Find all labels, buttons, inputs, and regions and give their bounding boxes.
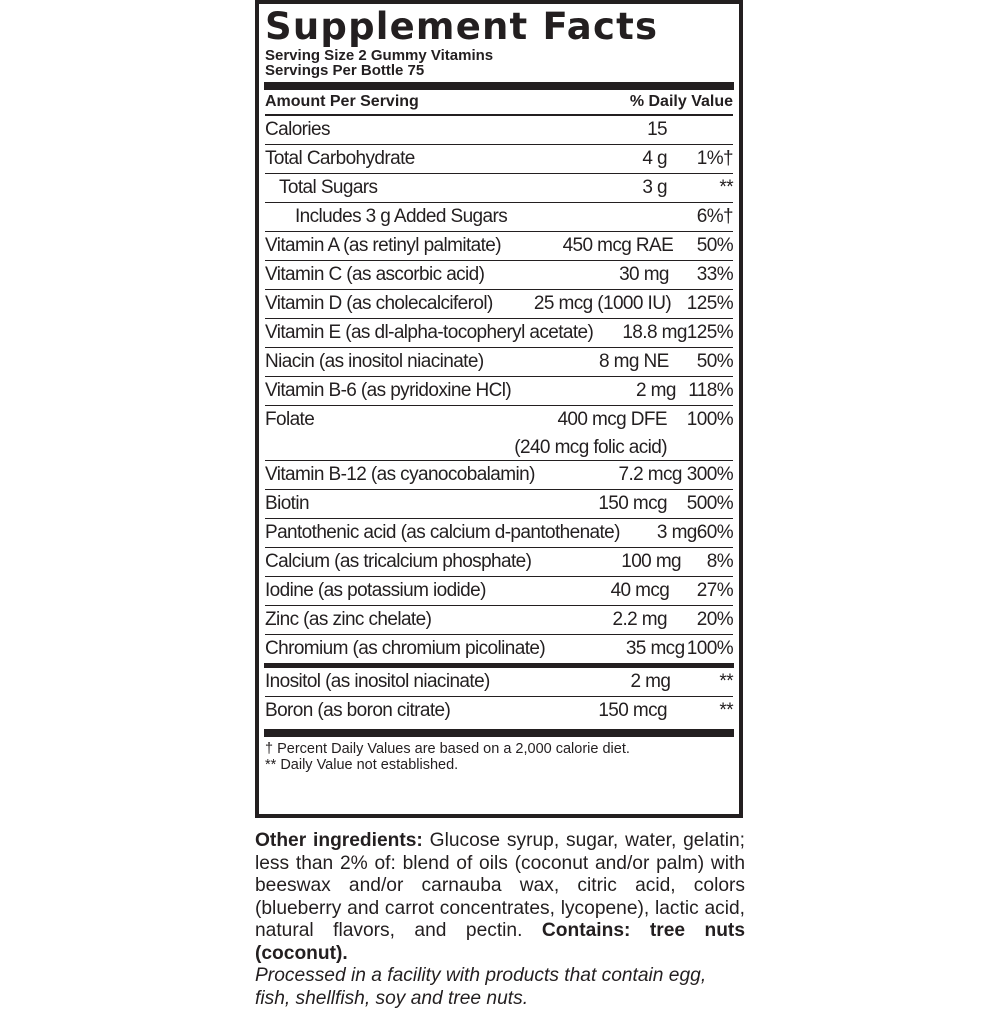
amount-per-serving-header: Amount Per Serving bbox=[265, 93, 419, 110]
nutrient-row bbox=[265, 577, 733, 606]
nutrient-amount: 35 mcg bbox=[625, 638, 685, 659]
nutrient-name: Folate bbox=[265, 409, 315, 430]
nutrient-amount: 3 g bbox=[642, 177, 667, 198]
nutrient-amount: 4 g bbox=[642, 148, 667, 169]
nutrient-row bbox=[265, 519, 733, 548]
nutrient-row bbox=[265, 116, 733, 145]
nutrient-dv: 60% bbox=[696, 522, 733, 543]
nutrient-row bbox=[265, 348, 733, 377]
nutrient-dv: 8% bbox=[706, 551, 733, 572]
nutrient-name: Total Carbohydrate bbox=[265, 148, 415, 169]
nutrient-amount: 150 mcg bbox=[598, 700, 667, 721]
facility-statement: Processed in a facility with products that contain egg, fish, shellfish, soy and tree nuts. bbox=[255, 965, 707, 1009]
supplement-facts-panel bbox=[255, 0, 743, 818]
nutrient-row bbox=[265, 668, 733, 697]
nutrient-row bbox=[265, 635, 733, 663]
nutrient-name: Chromium (as chromium picolinate) bbox=[265, 638, 546, 659]
nutrient-dv: 1%† bbox=[696, 148, 733, 169]
nutrient-name: Boron (as boron citrate) bbox=[265, 700, 451, 721]
nutrient-amount: 2.2 mg bbox=[612, 609, 667, 630]
nutrient-dv: 300% bbox=[686, 464, 733, 485]
ingredients-label: Other ingredients: bbox=[255, 830, 423, 851]
nutrient-row bbox=[265, 377, 733, 406]
nutrient-dv: 27% bbox=[696, 580, 733, 601]
nutrient-row bbox=[265, 406, 733, 461]
nutrient-amount: 40 mcg bbox=[610, 580, 670, 601]
nutrient-dv: ** bbox=[719, 700, 733, 721]
panel-title: Supplement Facts bbox=[265, 5, 659, 48]
nutrient-dv: ** bbox=[719, 671, 733, 692]
nutrient-row bbox=[265, 174, 733, 203]
ingredients-text: Glucose syrup, sugar, water, gelatin; less than 2% of: blend of oils (coconut and/or palm) with beeswax and/or carnauba wax, citric acid, colors (blueberry and carrot concentrates, lycopene), lactic acid, natural flavors, and pectin. bbox=[255, 830, 745, 941]
nutrient-amount-sub: (240 mcg folic acid) bbox=[514, 437, 667, 458]
thick-divider bbox=[264, 729, 734, 737]
nutrient-amount: 150 mcg bbox=[598, 493, 667, 514]
nutrient-dv: 100% bbox=[686, 409, 733, 430]
nutrient-dv: 20% bbox=[696, 609, 733, 630]
servings-per-bottle: Servings Per Bottle 75 bbox=[265, 62, 425, 79]
nutrient-amount: 100 mg bbox=[621, 551, 682, 572]
nutrient-row bbox=[265, 232, 733, 261]
nutrient-name: Vitamin A (as retinyl palmitate) bbox=[265, 235, 502, 256]
nutrient-name: Iodine (as potassium iodide) bbox=[265, 580, 486, 601]
daily-value-header: % Daily Value bbox=[629, 93, 733, 110]
nutrient-name: Calcium (as tricalcium phosphate) bbox=[265, 551, 532, 572]
nutrient-row bbox=[265, 319, 733, 348]
nutrient-row bbox=[265, 261, 733, 290]
nutrient-amount: 8 mg NE bbox=[598, 351, 669, 372]
allergen-contains: Contains: tree nuts (coconut). bbox=[255, 920, 745, 964]
nutrient-amount: 15 bbox=[647, 119, 667, 140]
ingredients-block bbox=[255, 830, 745, 1010]
nutrient-dv: 125% bbox=[686, 293, 733, 314]
nutrient-amount: 2 mg bbox=[635, 380, 676, 401]
other-nutrient-table bbox=[265, 668, 733, 725]
nutrient-name: Includes 3 g Added Sugars bbox=[295, 206, 508, 227]
nutrient-dv: 50% bbox=[696, 235, 733, 256]
nutrient-dv: ** bbox=[719, 177, 733, 198]
nutrient-row bbox=[265, 203, 733, 232]
nutrient-name: Vitamin C (as ascorbic acid) bbox=[265, 264, 485, 285]
nutrient-dv: 118% bbox=[688, 380, 733, 401]
footnote-not-established: ** Daily Value not established. bbox=[265, 757, 459, 773]
serving-size: Serving Size 2 Gummy Vitamins bbox=[265, 47, 494, 64]
nutrient-amount: 25 mcg (1000 IU) bbox=[533, 293, 672, 314]
nutrient-amount: 7.2 mcg bbox=[618, 464, 682, 485]
column-header bbox=[265, 90, 733, 116]
nutrient-row bbox=[265, 290, 733, 319]
nutrient-row bbox=[265, 606, 733, 635]
nutrient-row bbox=[265, 548, 733, 577]
nutrient-dv: 50% bbox=[696, 351, 733, 372]
nutrient-row bbox=[265, 461, 733, 490]
nutrient-row bbox=[265, 490, 733, 519]
nutrient-name: Pantothenic acid (as calcium d-pantothenate) bbox=[265, 522, 620, 543]
thick-divider bbox=[264, 82, 734, 90]
nutrient-dv: 500% bbox=[686, 493, 733, 514]
nutrient-amount: 30 mg bbox=[619, 264, 669, 285]
nutrient-amount: 18.8 mg bbox=[622, 322, 687, 343]
nutrient-amount: 2 mg bbox=[630, 671, 671, 692]
nutrient-amount-main: 400 mcg DFE bbox=[557, 409, 667, 430]
nutrient-table bbox=[265, 116, 733, 663]
nutrient-name: Niacin (as inositol niacinate) bbox=[265, 351, 484, 372]
nutrient-name: Biotin bbox=[265, 493, 309, 514]
nutrient-row bbox=[265, 145, 733, 174]
nutrient-dv: 125% bbox=[686, 322, 733, 343]
nutrient-dv: 33% bbox=[696, 264, 733, 285]
nutrient-name: Vitamin E (as dl-alpha-tocopheryl acetate) bbox=[265, 322, 594, 343]
nutrient-name: Vitamin D (as cholecalciferol) bbox=[265, 293, 493, 314]
nutrient-name: Calories bbox=[265, 119, 330, 140]
footnote-dv: † Percent Daily Values are based on a 2,000 calorie diet. bbox=[265, 741, 630, 757]
footnotes bbox=[265, 737, 733, 773]
nutrient-name: Inositol (as inositol niacinate) bbox=[265, 671, 490, 692]
nutrient-amount bbox=[477, 406, 667, 462]
nutrient-name: Total Sugars bbox=[279, 177, 378, 198]
nutrient-dv: 100% bbox=[686, 638, 733, 659]
nutrient-row bbox=[265, 697, 733, 725]
nutrient-dv: 6%† bbox=[696, 206, 733, 227]
nutrient-name: Vitamin B-12 (as cyanocobalamin) bbox=[265, 464, 535, 485]
nutrient-name: Vitamin B-6 (as pyridoxine HCl) bbox=[265, 380, 512, 401]
nutrient-name: Zinc (as zinc chelate) bbox=[265, 609, 432, 630]
nutrient-amount: 450 mcg RAE bbox=[562, 235, 674, 256]
nutrient-amount: 3 mg bbox=[656, 522, 697, 543]
